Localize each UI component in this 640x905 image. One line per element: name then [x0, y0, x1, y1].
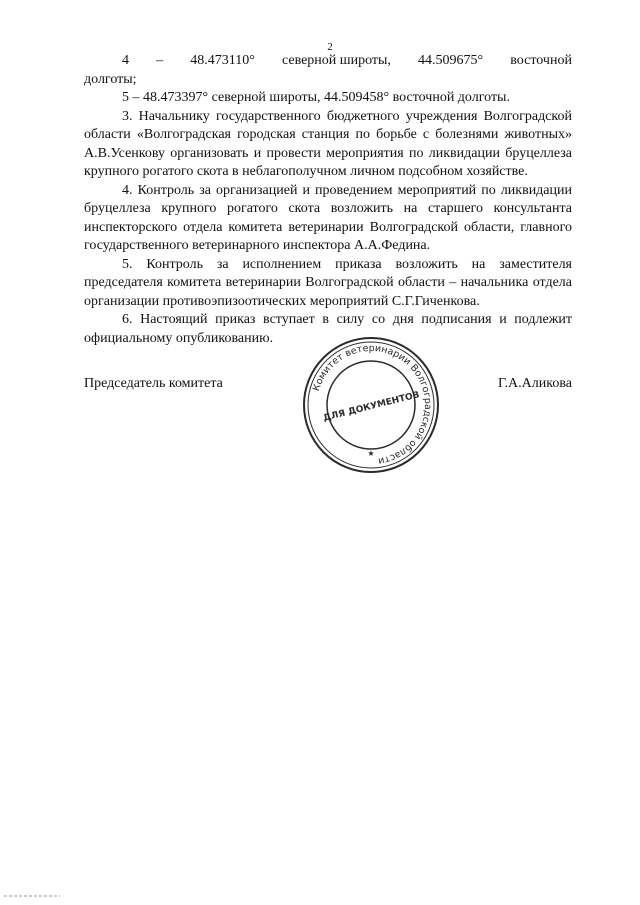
- page-number: 2: [327, 41, 333, 53]
- seal-graphic: [300, 334, 442, 476]
- coordinate-line-5: 5 – 48.473397° северной широты, 44.509458° восточной долготы.: [122, 90, 510, 105]
- coord-4-continuation: долготы;: [84, 71, 137, 87]
- coord-4-latitude: 48.473110°: [190, 53, 255, 68]
- paragraph-5: 5. Контроль за исполнением приказа возложить на заместителя председателя комитета ветеринарии Волгоградской области – начальника отдела организации противоэпизоотических мероприятий С.Г.Гиченкова.: [84, 256, 572, 309]
- coordinate-line-4: [84, 52, 572, 71]
- scan-artifact: [4, 893, 64, 899]
- paragraph-3: 3. Начальнику государственного бюджетного учреждения Волгоградской области «Волгоградская городская станция по борьбе с болезнями животных» А.В.Усенкову организовать и провести мероприятия по ликвидации бруцеллеза крупного рогатого скота в неблагополучном личном подсобном хозяйстве.: [84, 108, 572, 179]
- seal-center-text: ДЛЯ ДОКУМЕНТОВ: [322, 390, 421, 424]
- coord-4-longitude: 44.509675°: [418, 53, 484, 68]
- signatory-position: Председатель комитета: [84, 376, 223, 391]
- paragraph-4: 4. Контроль за организацией и проведением мероприятий по ликвидации бруцеллеза крупного рогатого скота возложить на старшего консультанта инспекторского отдела комитета ветеринарии Волгоградской области, главного государственного ветеринарного инспектора А.А.Федина.: [84, 182, 572, 253]
- coord-4-latitude-label: северной широты,: [281, 53, 391, 68]
- coord-4-number: 4: [122, 53, 129, 68]
- paragraph-6: 6. Настоящий приказ вступает в силу со дня подписания и подлежит официальному опубликованию.: [84, 312, 572, 346]
- coord-4-dash: –: [156, 53, 164, 68]
- seal-star-icon: ★: [367, 449, 375, 458]
- official-seal: [300, 334, 442, 476]
- coord-4-longitude-label: восточной: [510, 53, 572, 68]
- signatory-name: Г.А.Аликова: [498, 376, 572, 391]
- document-body: [84, 52, 572, 348]
- seal-ring-text: Комитет ветеринарии Волгоградской области: [310, 342, 434, 467]
